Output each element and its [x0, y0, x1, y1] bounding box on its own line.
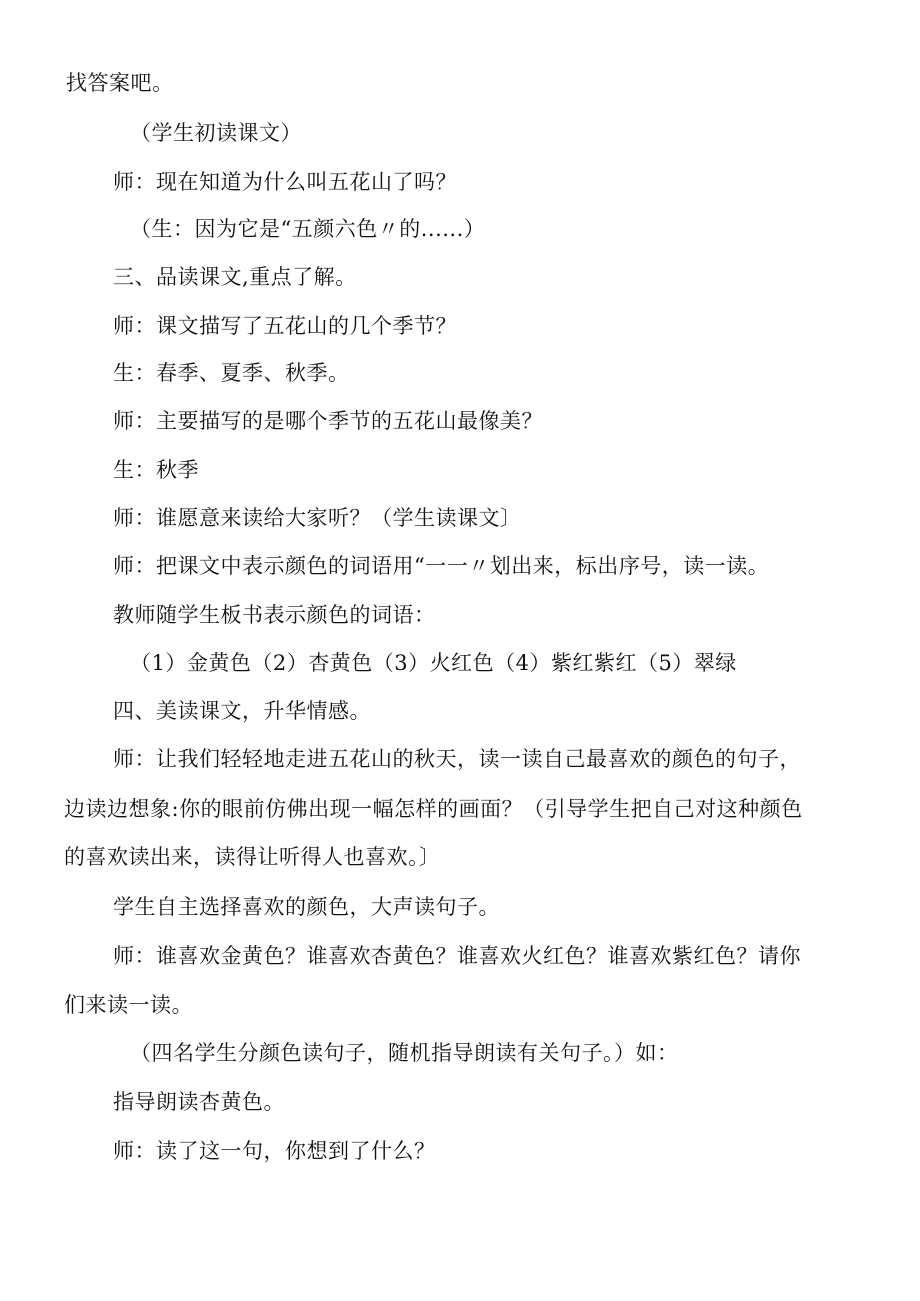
section-heading: 三、品读课文,重点了解。 [113, 265, 357, 289]
text-line: 师：谁愿意来读给大家听？（学生读课文〕 [113, 506, 522, 530]
text-line: 师：读了这一句，你想到了什么？ [113, 1139, 436, 1163]
text-line: 师：现在知道为什么叫五花山了吗？ [113, 170, 457, 194]
text-line: （学生初读课文） [130, 121, 302, 145]
text-line: 师：把课文中表示颜色的词语用“一一〃划出来，标出序号，读一读。 [113, 554, 770, 578]
color-words-list: （1）金黄色（2）杏黄色（3）火红色（4）紫红紫红（5）翠绿 [130, 651, 737, 675]
text-line: 学生自主选择喜欢的颜色，大声读句子。 [113, 895, 500, 919]
text-line: 师：课文描写了五花山的几个季节？ [113, 314, 457, 338]
text-line: （生：因为它是“五颜六色〃的......） [130, 217, 486, 241]
text-line: 找答案吧。 [66, 71, 174, 95]
section-heading: 四、美读课文，升华情感。 [113, 699, 371, 723]
text-line: 生：春季、夏季、秋季。 [113, 361, 350, 385]
text-line: 教师随学生板书表示颜色的词语： [113, 603, 436, 627]
text-line: （四名学生分颜色读句子，随机指导朗读有关句子。）如： [130, 1041, 679, 1065]
text-line: 的喜欢读出来，读得让听得人也喜欢。〕 [64, 845, 441, 869]
text-line: 师：让我们轻轻地走进五花山的秋天，读一读自己最喜欢的颜色的句子， [113, 747, 801, 771]
text-line: 边读边想象:你的眼前仿佛出现一幅怎样的画面？（引导学生把自己对这种颜色 [64, 797, 803, 821]
text-line: 师：主要描写的是哪个季节的五花山最像美？ [113, 409, 543, 433]
text-line: 指导朗读杏黄色。 [113, 1090, 285, 1114]
text-line: 们来读一读。 [64, 993, 193, 1017]
text-line: 生：秋季 [113, 458, 199, 482]
text-line: 师：谁喜欢金黄色？谁喜欢杏黄色？谁喜欢火红色？谁喜欢紫红色？请你 [113, 944, 801, 968]
